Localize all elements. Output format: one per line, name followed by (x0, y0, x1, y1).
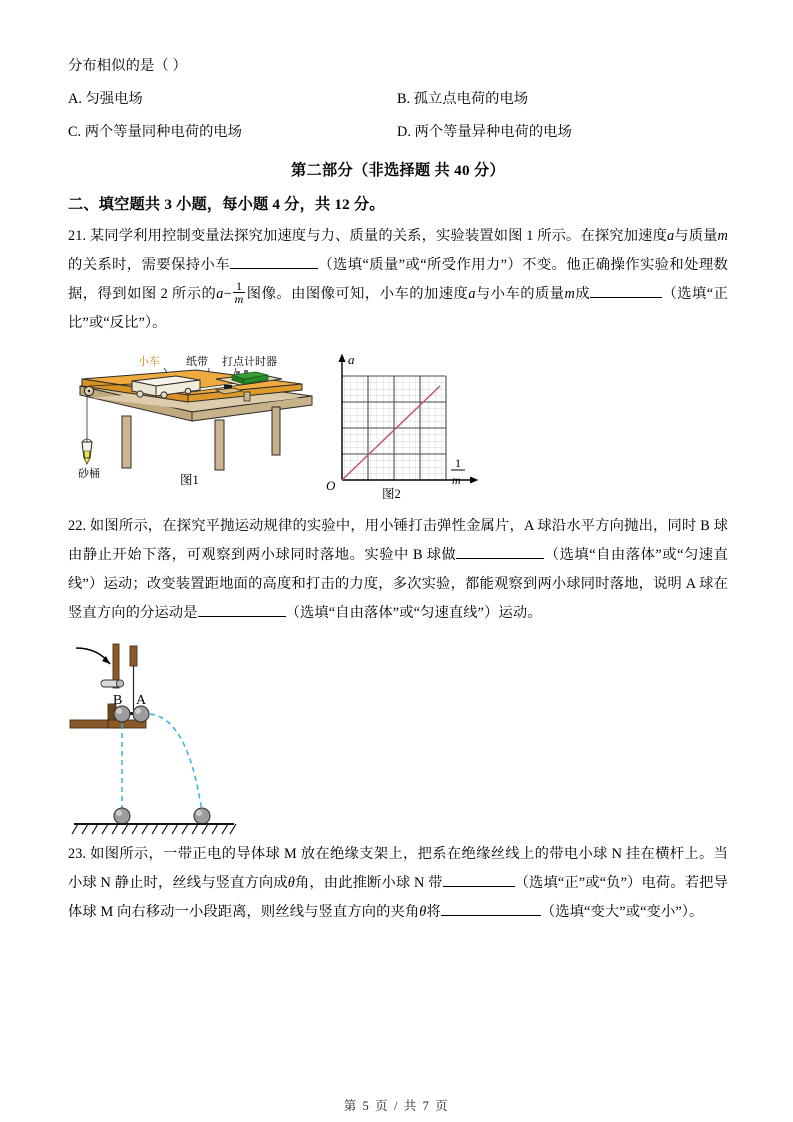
page-footer: 第 5 页 / 共 7 页 (343, 1099, 450, 1113)
question21-var-a-1: a (667, 228, 675, 244)
timer-terminal-2 (244, 370, 248, 373)
question21-text-2: 与质量 (674, 228, 718, 244)
question22-blank-1[interactable] (456, 558, 544, 559)
question23-text-1: 如图所示，一带正电的导体球 M 放在绝缘支架上，把系在绝缘丝线上的带电小球 N 挂在横杆上。当小球 N 静止时，丝线与竖直方向成 (68, 846, 728, 892)
question21-text-4: （选填“质量”或“所受作用力”）不变。他正确操作实验和处理数据，得到如图 2 所示的 (68, 257, 728, 303)
part-two-title: 第二部分（非选择题 共 40 分） (291, 162, 505, 179)
graph-y-axis-label: a (348, 352, 355, 368)
ball-a-label: A (136, 693, 147, 709)
question21-text-1: 某同学利用控制变量法探究加速度与力、质量的关系，实验装置如图 1 所示。在探究加速度 (89, 228, 667, 244)
figure1-svg (76, 350, 316, 510)
table-leg-back-right (272, 407, 280, 455)
question21-text-6: 与小车的质量 (475, 286, 565, 303)
question20-options-row-2 (68, 118, 728, 147)
graph-origin-label: O (326, 478, 336, 494)
question23-text-3: （选填“正”或“负”）电荷。若把导体球 M 向右移动一小段距离，则丝线与竖直方向的夹角 (68, 875, 729, 921)
question21-minus: − (223, 286, 232, 303)
question22-figure (68, 638, 728, 838)
option-a-text: 匀强电场 (85, 91, 143, 107)
ball-b-landed-highlight (116, 810, 122, 816)
question20-stem-tail: 分布相似的是（ ） (68, 58, 187, 74)
question21-var-a-3: a (468, 286, 476, 303)
ball-a-start (133, 706, 149, 722)
question21-number: 21. (68, 228, 87, 244)
fraction-denominator: m (234, 292, 244, 307)
ball-b-label: B (113, 693, 123, 709)
question23-blank-2[interactable] (441, 915, 541, 916)
cart-wheel-3 (185, 388, 191, 394)
ball-a-landed (194, 808, 210, 824)
fraction-one-over-m (233, 280, 246, 305)
pulley-axle (88, 390, 91, 393)
question22-text-1: 如图所示，在探究平抛运动规律的实验中，用小锤打击弹性金属片，A 球沿水平方向抛出，同时 B 球由静止开始下落，可观察到两小球同时落地。实验中 B 球做 (68, 518, 728, 564)
question22-blank-2[interactable] (198, 616, 286, 617)
cart-wheel-2 (161, 392, 167, 398)
option-d[interactable] (397, 118, 728, 147)
question22-text-2: （选填“自由落体”或“匀速直线”）运动；改变装置距地面的高度和打击的力度，多次实验，都能观察到两小球同时落地，说明 A 球在竖直方向的分运动是 (68, 547, 728, 622)
ball-b-start (114, 706, 130, 722)
question23-text-2: 角，由此推断小球 N 带 (294, 875, 443, 892)
question23-text-5: （选填“变大”或“变小”）。 (540, 904, 704, 921)
option-a-key: A. (68, 91, 82, 107)
question21-blank-1[interactable] (230, 268, 318, 269)
figure1-apparatus (76, 350, 316, 510)
option-c-text: 两个等量同种电荷的电场 (84, 124, 242, 140)
timer-terminal-1 (236, 371, 240, 374)
label-cart: 小车 (138, 356, 160, 369)
option-b-text: 孤立点电荷的电场 (413, 91, 529, 107)
option-b-key: B. (397, 91, 411, 107)
table-leg-front-left (122, 416, 131, 468)
hammer-head-cap (116, 680, 123, 687)
ball-b-landed (114, 808, 130, 824)
cart-wheel-1 (137, 391, 143, 397)
label-tape: 纸带 (186, 356, 208, 369)
sand-bucket-sand (84, 451, 90, 458)
graph-x-label-denominator: m (452, 473, 461, 488)
option-d-text: 两个等量异种电荷的电场 (414, 124, 572, 140)
figure3-svg (68, 638, 288, 838)
ground-hatching (72, 824, 236, 834)
sand-bucket-tip (84, 458, 90, 464)
figure1-caption: 图1 (180, 473, 199, 488)
option-d-key: D. (397, 124, 411, 140)
question21-var-m-1: m (717, 228, 728, 244)
question21-text-5: 图像。由图像可知，小车的加速度 (246, 286, 469, 303)
question23-text-4: 将 (426, 904, 441, 921)
figure2-caption: 图2 (382, 487, 401, 502)
question22-stem (68, 512, 728, 628)
table-leg-front-right (215, 420, 224, 470)
upright-post (130, 646, 137, 666)
page-content (68, 52, 728, 927)
question21-var-m-2: m (564, 286, 575, 303)
option-c[interactable] (68, 118, 397, 147)
ball-a-landed-highlight (196, 810, 202, 816)
option-b[interactable] (397, 85, 728, 114)
part-two-subtitle: 二、填空题共 3 小题，每小题 4 分，共 12 分。 (68, 196, 385, 213)
question23-theta-1: θ (287, 875, 295, 892)
label-sand-bucket: 砂桶 (78, 468, 100, 481)
fraction-numerator: 1 (233, 280, 246, 293)
label-timer: 打点计时器 (222, 356, 277, 369)
question23-stem (68, 840, 728, 927)
question21-stem (68, 222, 728, 338)
option-a[interactable] (68, 85, 397, 114)
figure2-graph (318, 350, 498, 510)
option-c-key: C. (68, 124, 82, 140)
graph-x-axis-label (451, 456, 465, 487)
ball-a-start-highlight (135, 708, 141, 714)
question21-text-7: 成 (574, 286, 591, 303)
question21-text-8: （选填“正比”或“反比”）。 (68, 286, 728, 332)
question21-var-a-2: a (216, 286, 224, 303)
question21-figures (68, 350, 728, 510)
question23-theta-2: θ (419, 904, 427, 921)
question21-text-3: 的关系时，需要保持小车 (68, 257, 230, 273)
question23-number: 23. (68, 846, 87, 863)
ball-b-start-highlight (116, 708, 122, 714)
question23-blank-1[interactable] (443, 886, 515, 887)
question21-blank-2[interactable] (590, 297, 662, 298)
question22-text-3: （选填“自由落体”或“匀速直线”）运动。 (285, 605, 542, 622)
ball-a-trajectory (150, 714, 202, 812)
graph-x-label-numerator: 1 (455, 456, 461, 471)
question20-options-row-1 (68, 85, 728, 114)
figure2-svg (318, 350, 498, 510)
question22-number: 22. (68, 518, 87, 535)
track-support (244, 392, 250, 401)
